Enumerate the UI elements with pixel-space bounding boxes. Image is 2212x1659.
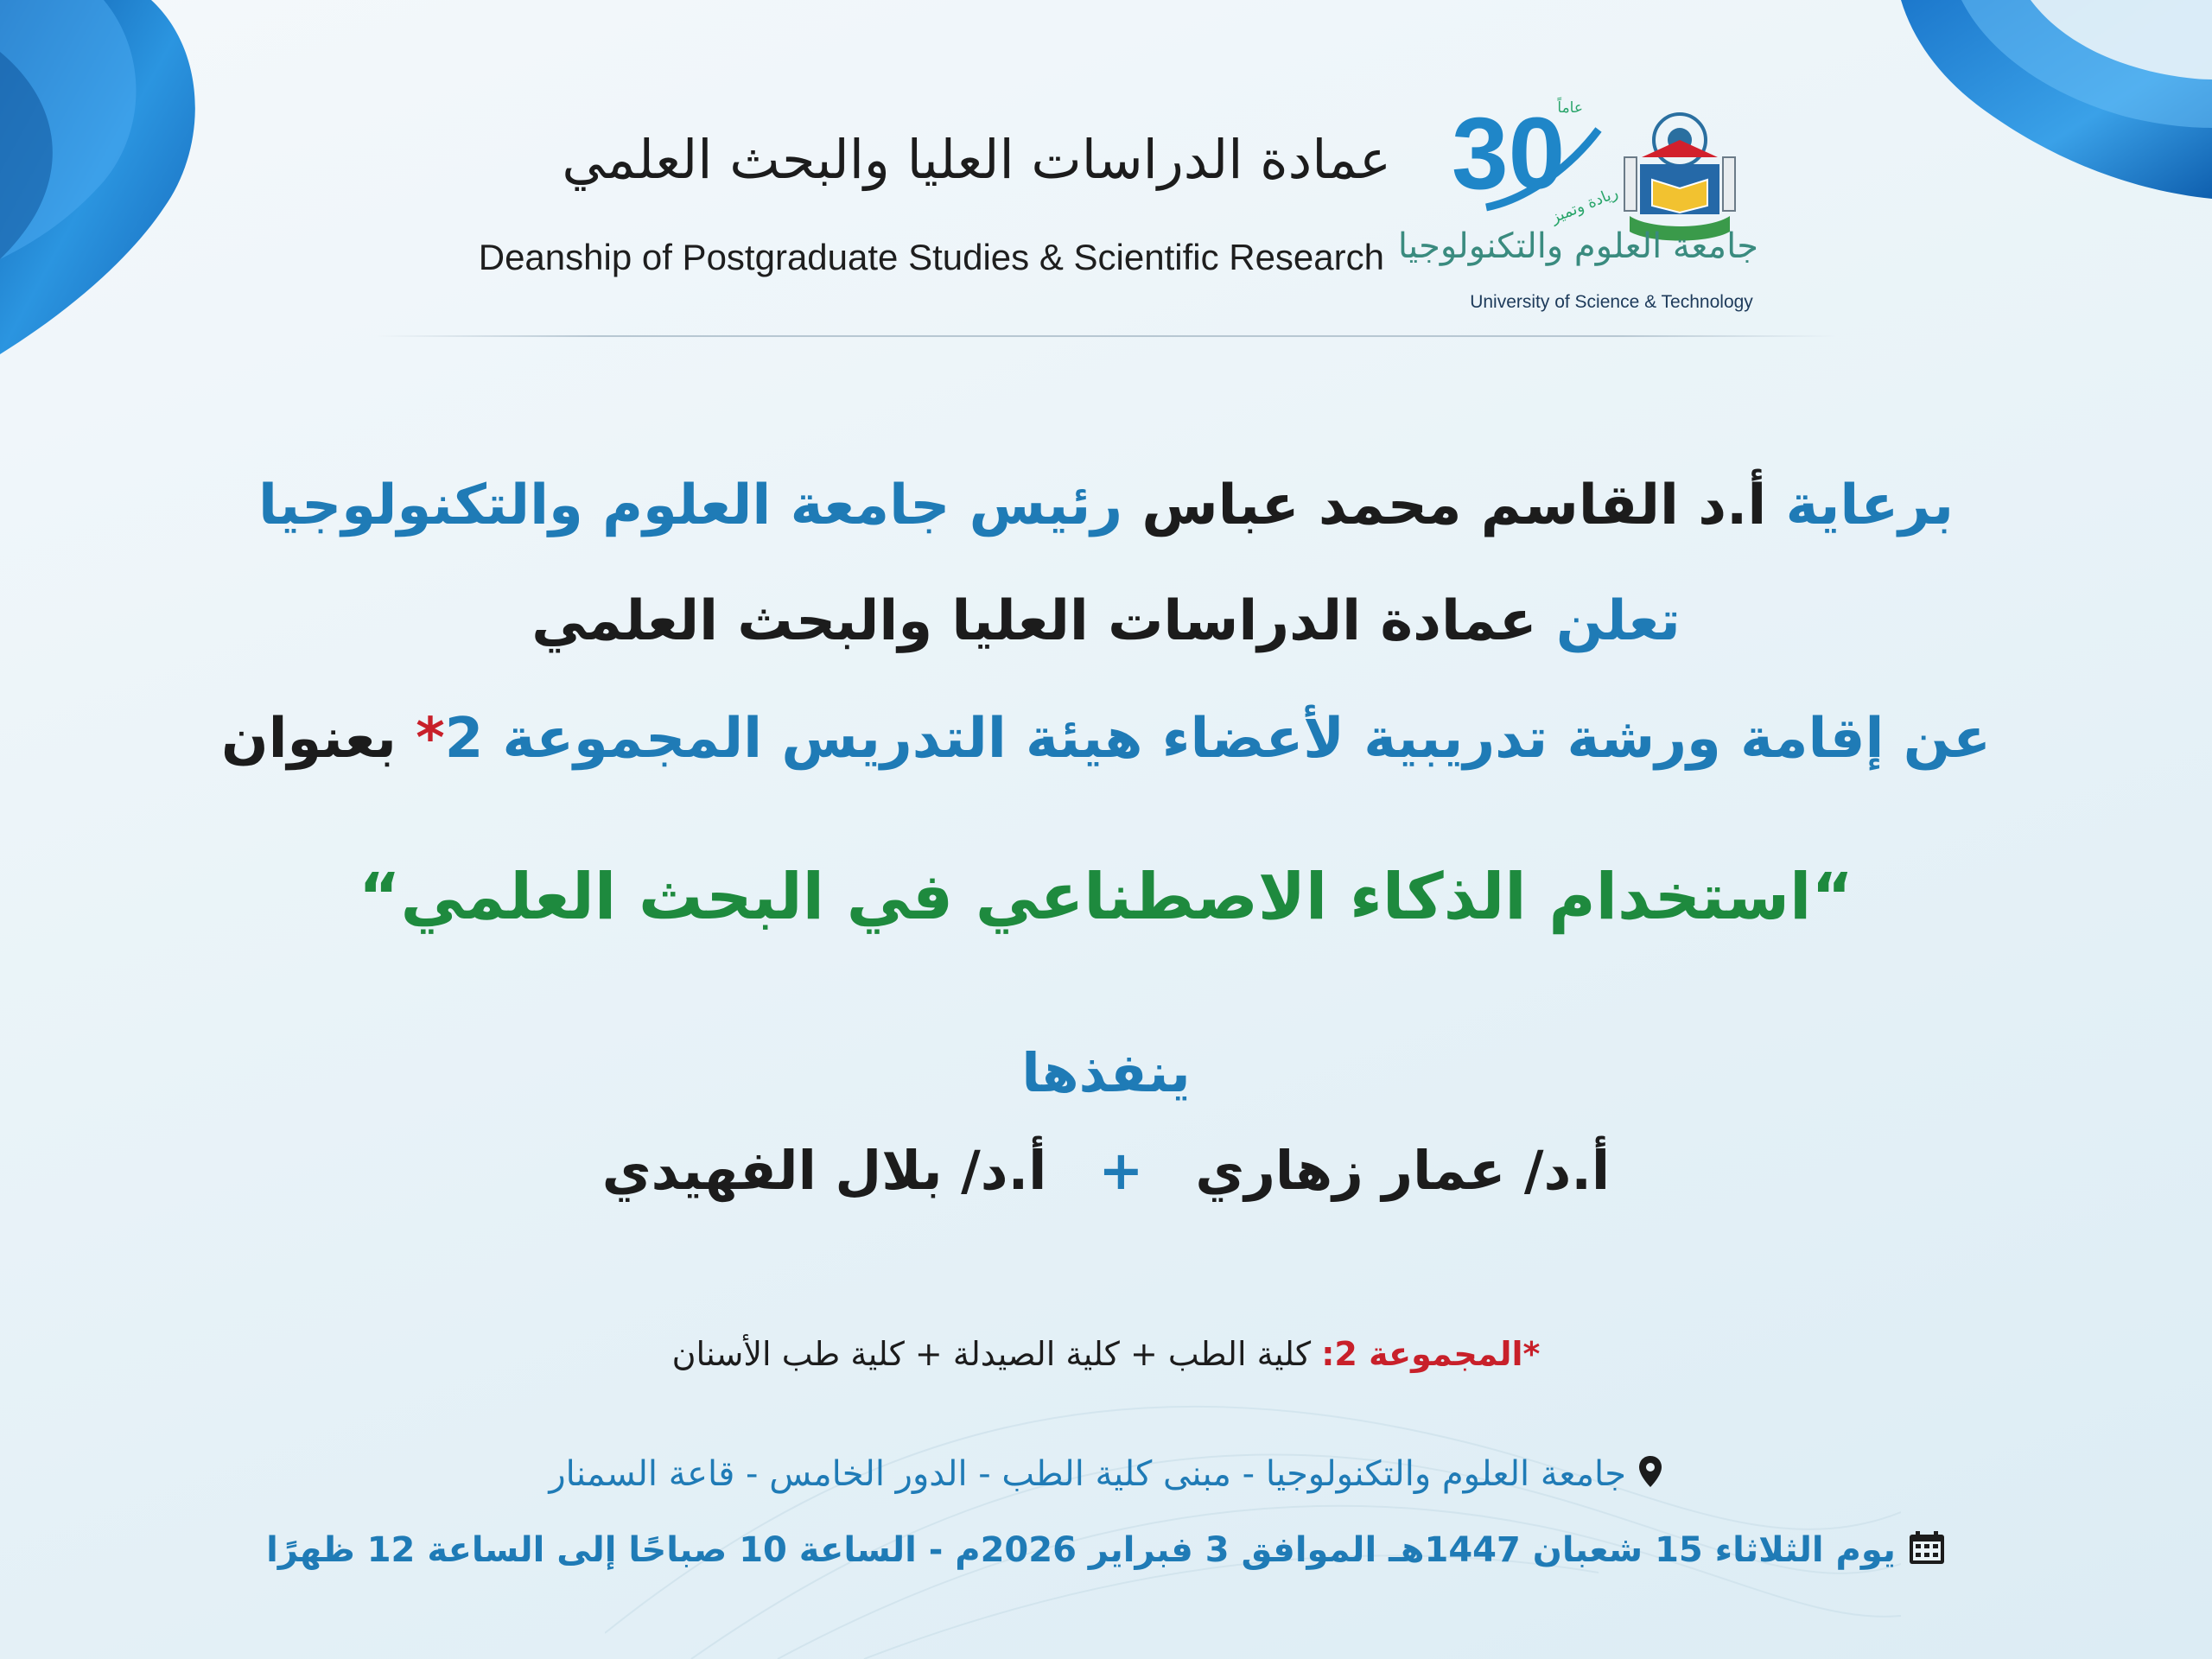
university-logo [1397, 78, 1763, 328]
event-asterisk: * [416, 707, 445, 771]
patron-prefix: برعاية [1785, 474, 1954, 537]
presenters-line [0, 1139, 2212, 1202]
location-pin-icon [1637, 1454, 1663, 1497]
datetime-line [0, 1529, 2212, 1574]
event-line [0, 707, 2212, 771]
header-divider [376, 335, 1836, 337]
header [0, 0, 2212, 346]
location-line [0, 1454, 2212, 1497]
group-note-text: كلية الطب + كلية الصيدلة + كلية طب الأسنان [671, 1335, 1312, 1373]
presenter-separator: + [1098, 1139, 1144, 1202]
university-name-english: University of Science & Technology [1470, 292, 1753, 312]
calendar-icon [1908, 1529, 1946, 1574]
announces-verb: تعلن [1555, 589, 1681, 653]
event-suffix: بعنوان [220, 707, 397, 771]
anniversary-tagline: ريادة وتميز [1548, 183, 1621, 227]
announcer-line [0, 589, 2212, 653]
presenter-1: أ.د/ عمار زهاري [1195, 1139, 1611, 1202]
patron-title: رئيس جامعة العلوم والتكنولوجيا [258, 474, 1123, 537]
patronage-line [0, 474, 2212, 537]
event-text: عن إقامة ورشة تدريبية لأعضاء هيئة التدريس المجموعة 2 [444, 707, 1992, 771]
group-note [0, 1335, 2212, 1373]
anniversary-unit: عاماً [1557, 99, 1583, 117]
deanship-title-arabic: عمادة الدراسات العليا والبحث العلمي [562, 128, 1391, 191]
deanship-title-english: Deanship of Postgraduate Studies & Scientific Research [478, 237, 1384, 277]
anniversary-number: 30 [1452, 97, 1566, 211]
patron-name: أ.د القاسم محمد عباس [1141, 474, 1767, 537]
university-name-arabic: جامعة العلوم والتكنولوجيا [1397, 226, 1758, 266]
university-crest-emblem [1624, 114, 1735, 241]
workshop-title: “استخدام الذكاء الاصطناعي في البحث العلمي“ [358, 860, 1854, 934]
group-note-label: *المجموعة 2: [1321, 1335, 1541, 1373]
announcer-name: عمادة الدراسات العليا والبحث العلمي [531, 589, 1537, 653]
presenters-label: ينفذها [1021, 1041, 1191, 1104]
presenter-2: أ.د/ بلال الفهيدي [601, 1139, 1047, 1202]
datetime-text: يوم الثلاثاء 15 شعبان 1447هـ الموافق 3 فبراير 2026م - الساعة 10 صباحًا إلى الساعة 12 ظهرًا [266, 1530, 1896, 1570]
location-text: جامعة العلوم والتكنولوجيا - مبنى كلية الطب - الدور الخامس - قاعة السمنار [549, 1454, 1626, 1494]
